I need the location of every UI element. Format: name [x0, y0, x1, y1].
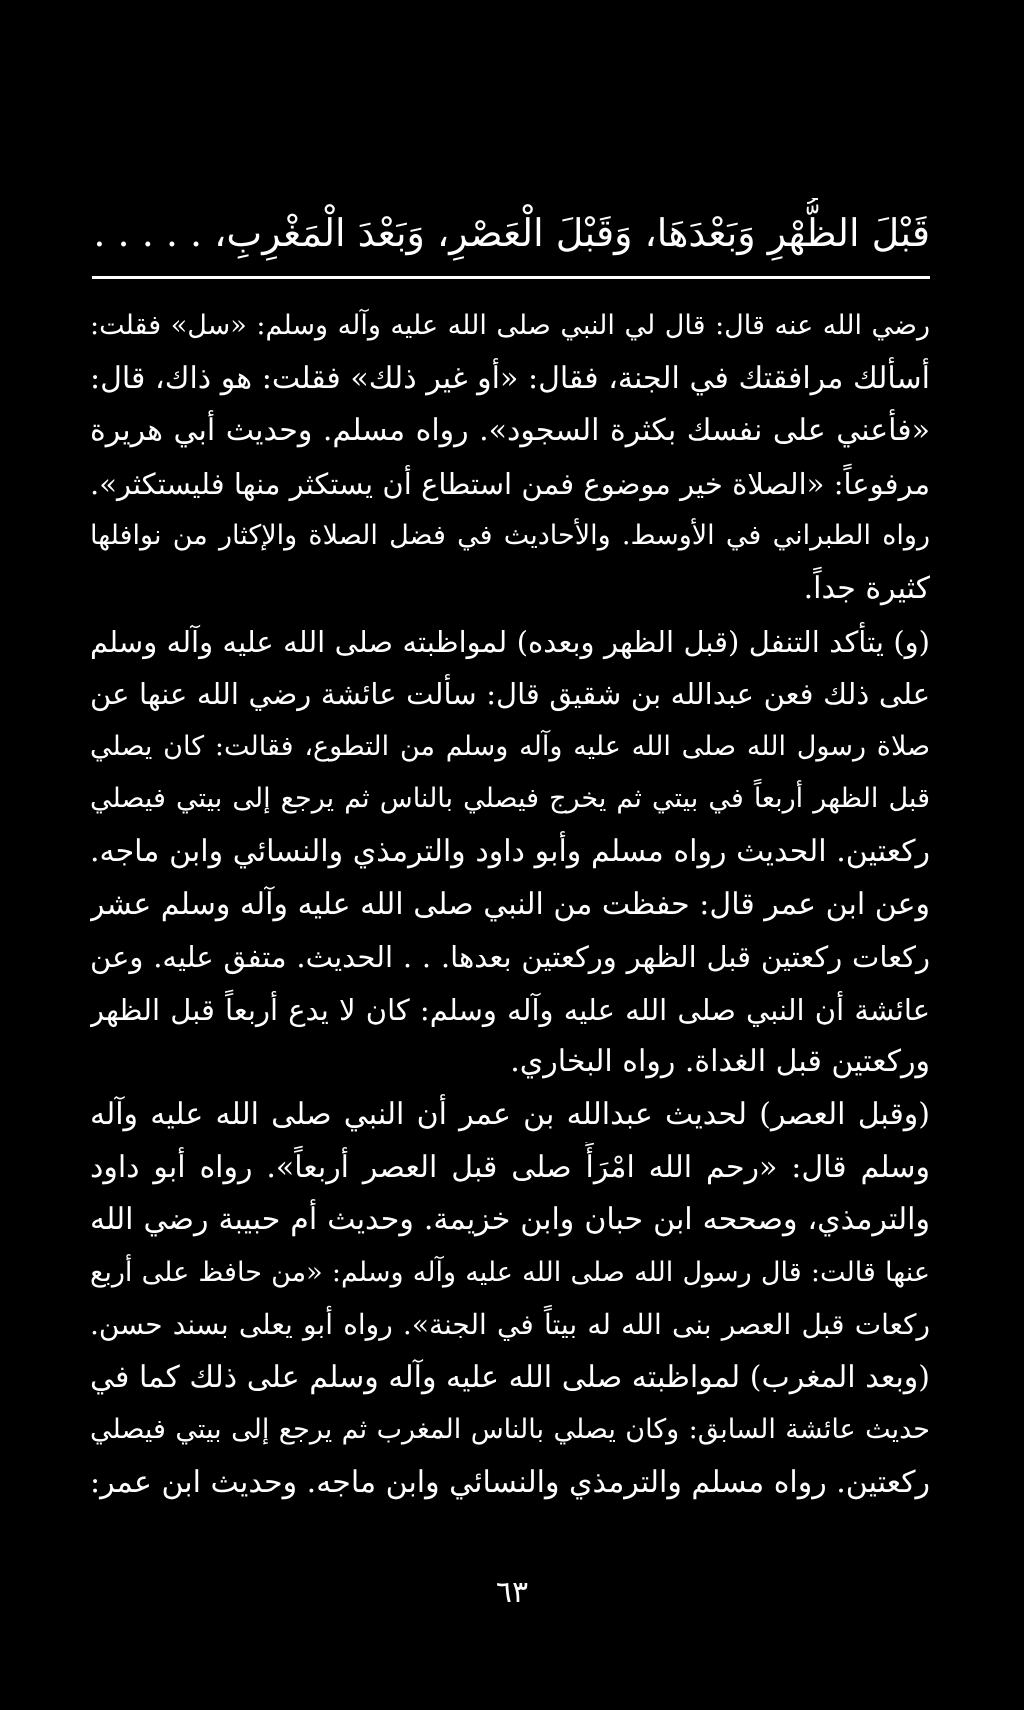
- text-line: صلاة رسول الله صلى الله عليه وآله وسلم من التطوع، فقالت: كان يصلي: [90, 730, 930, 762]
- text-line: وعن ابن عمر قال: حفظت من النبي صلى الله عليه وآله وسلم عشر: [90, 886, 930, 922]
- text-line: كثيرة جداً.: [803, 570, 930, 606]
- text-line: مرفوعاً: «الصلاة خير موضوع فمن استطاع أن يستكثر منها فليستكثر».: [90, 466, 930, 501]
- text-line: على ذلك فعن عبدالله بن شقيق قال: سألت عائشة رضي الله عنها عن: [90, 677, 930, 712]
- text-line: والترمذي، وصححه ابن حبان وابن خزيمة. وحديث أم حبيبة رضي الله: [90, 1202, 930, 1238]
- text-line: رواه الطبراني في الأوسط. والأحاديث في فضل الصلاة والإكثار من نوافلها: [90, 520, 930, 552]
- body-text: [90, 300, 930, 1510]
- text-line: ركعات قبل العصر بنى الله له بيتاً في الجنة». رواه أبو يعلى بسند حسن.: [90, 1308, 930, 1342]
- text-line: ركعتين. الحديث رواه مسلم وأبو داود والترمذي والنسائي وابن ماجه.: [90, 833, 930, 869]
- page-number: ٦٣: [495, 1575, 529, 1610]
- text-line: (وبعد المغرب) لمواظبته صلى الله عليه وآله وسلم على ذلك كما في: [90, 1359, 930, 1395]
- text-line: عنها قالت: قال رسول الله صلى الله عليه وآله وسلم: «من حافظ على أربع: [90, 1256, 930, 1288]
- text-line: أسألك مرافقتك في الجنة، فقال: «أو غير ذلك» فقلت: هو ذاك، قال:: [90, 360, 930, 396]
- text-line: ركعات ركعتين قبل الظهر وركعتين بعدها. . . الحديث. متفق عليه. وعن: [90, 940, 930, 975]
- text-line: عائشة أن النبي صلى الله عليه وآله وسلم: كان لا يدع أربعاً قبل الظهر: [90, 992, 930, 1027]
- text-line: ركعتين. رواه مسلم والترمذي والنسائي وابن ماجه. وحديث ابن عمر:: [90, 1465, 930, 1501]
- text-line: حديث عائشة السابق: وكان يصلي بالناس المغرب ثم يرجع إلى بيتي فيصلي: [90, 1414, 930, 1446]
- text-line: رضي الله عنه قال: قال لي النبي صلى الله عليه وآله وسلم: «سل» فقلت:: [90, 310, 930, 341]
- text-line: قبل الظهر أربعاً في بيتي ثم يخرج فيصلي بالناس ثم يرجع إلى بيتي فيصلي: [90, 783, 930, 815]
- text-line: وسلم قال: «رحم الله امْرَأً صلى قبل العصر أربعاً». رواه أبو داود: [90, 1149, 930, 1185]
- text-line: «فأعني على نفسك بكثرة السجود». رواه مسلم. وحديث أبي هريرة: [90, 413, 930, 449]
- text-line: وركعتين قبل الغداة. رواه البخاري.: [510, 1044, 930, 1080]
- text-line: (و) يتأكد التنفل (قبل الظهر وبعده) لمواظبته صلى الله عليه وآله وسلم: [90, 624, 930, 659]
- text-line: (وقبل العصر) لحديث عبدالله بن عمر أن النبي صلى الله عليه وآله: [90, 1096, 930, 1132]
- page-heading: قَبْلَ الظُّهْرِ وَبَعْدَهَا، وَقَبْلَ الْعَصْرِ، وَبَعْدَ الْمَغْرِبِ، . . . . .: [93, 211, 930, 255]
- heading-divider: [92, 276, 930, 279]
